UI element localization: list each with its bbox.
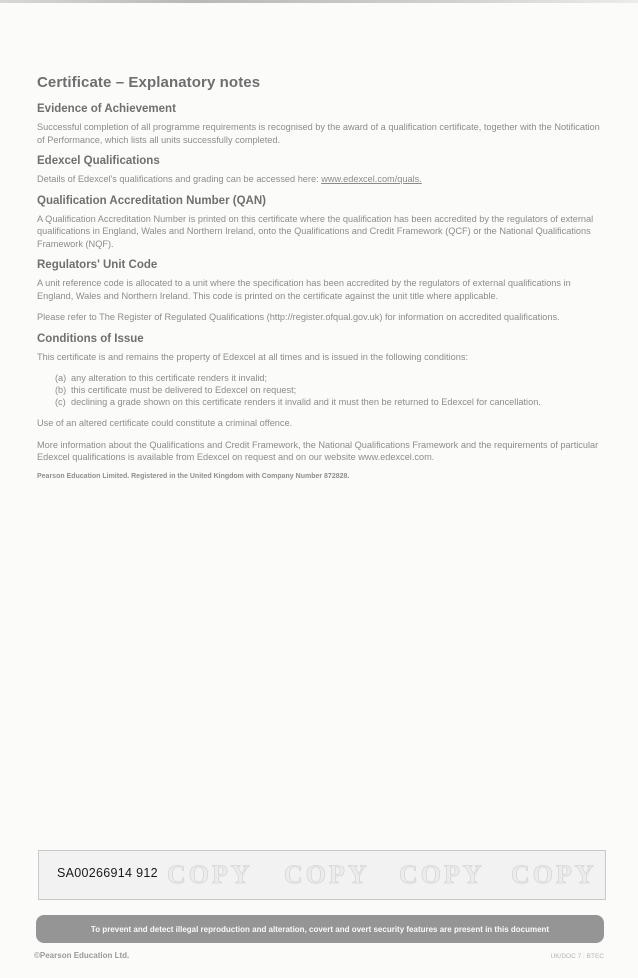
copy-watermark: COPY xyxy=(399,860,485,889)
serial-number: SA00266914 912 xyxy=(57,866,158,880)
text-altered: Use of an altered certificate could constitute a criminal offence. xyxy=(37,418,293,428)
text-more-info: More information about the Qualifications and Credit Framework, the National Qualifications Framework and the requirements of particular Edexcel qualifications is available from Edexcel on request and on our website www.edexcel.com. xyxy=(37,439,599,462)
item-text: any alteration to this certificate renders it invalid; xyxy=(71,373,268,383)
top-edge-line xyxy=(0,0,638,3)
item-text: this certificate must be delivered to Edexcel on request; xyxy=(71,385,297,395)
document-code: UK/DOC 7 : BTEC xyxy=(550,953,604,960)
page-title: Certificate – Explanatory notes xyxy=(37,74,261,91)
heading-unit-code: Regulators' Unit Code xyxy=(37,259,158,271)
security-banner: To prevent and detect illegal reproduction and alteration, covert and overt security features are present in this document xyxy=(36,915,604,943)
list-item xyxy=(55,396,605,408)
explanatory-notes xyxy=(37,74,605,480)
list-item xyxy=(55,384,605,396)
item-label: (b) xyxy=(55,385,67,395)
heading-edexcel: Edexcel Qualifications xyxy=(37,155,160,167)
text-unit-code: A unit reference code is allocated to a unit where the specification has been accredited by the regulators of external qualifications in England, Wales and Northern Ireland. This code is printed on the certificate against the unit title where applicable. xyxy=(37,278,571,301)
conditions-list xyxy=(37,372,605,408)
text-qan: A Qualification Accreditation Number is printed on this certificate where the qualification has been accredited by the regulators of external qualifications in England, Wales and Northern Ireland, onto the Qualifications and Credit Framework (QCF) or the National Qualifications Framework (NQF). xyxy=(37,213,594,249)
text-conditions-intro: This certificate is and remains the property of Edexcel at all times and is issued in the following conditions: xyxy=(37,351,469,362)
serial-box xyxy=(38,850,606,900)
copy-watermark: COPY xyxy=(511,860,597,889)
text-edexcel xyxy=(37,173,605,186)
item-text: declining a grade shown on this certificate renders it invalid and it must then be returned to Edexcel for cancellation. xyxy=(71,397,541,407)
heading-evidence: Evidence of Achievement xyxy=(37,103,176,115)
quals-link[interactable]: www.edexcel.com/quals. xyxy=(321,174,422,184)
list-item xyxy=(55,372,605,384)
heading-qan: Qualification Accreditation Number (QAN) xyxy=(37,194,266,207)
registration-note: Pearson Education Limited. Registered in the United Kingdom with Company Number 872828. xyxy=(37,472,350,480)
item-label: (c) xyxy=(55,397,66,407)
text-register: Please refer to The Register of Regulated Qualifications (http://register.ofqual.gov.uk) for information on accredited qualifications. xyxy=(37,312,560,322)
item-label: (a) xyxy=(55,373,67,383)
copy-watermark: COPY xyxy=(167,860,253,889)
copy-watermark: COPY xyxy=(284,860,370,889)
heading-conditions: Conditions of Issue xyxy=(37,332,144,345)
copyright-footer: ©Pearson Education Ltd. xyxy=(34,951,130,960)
edexcel-text: Details of Edexcel's qualifications and grading can be accessed here: xyxy=(37,174,322,184)
text-evidence: Successful completion of all programme requirements is recognised by the award of a qualification certificate, together with the Notification of Performance, which lists all units successfully completed. xyxy=(37,122,600,145)
